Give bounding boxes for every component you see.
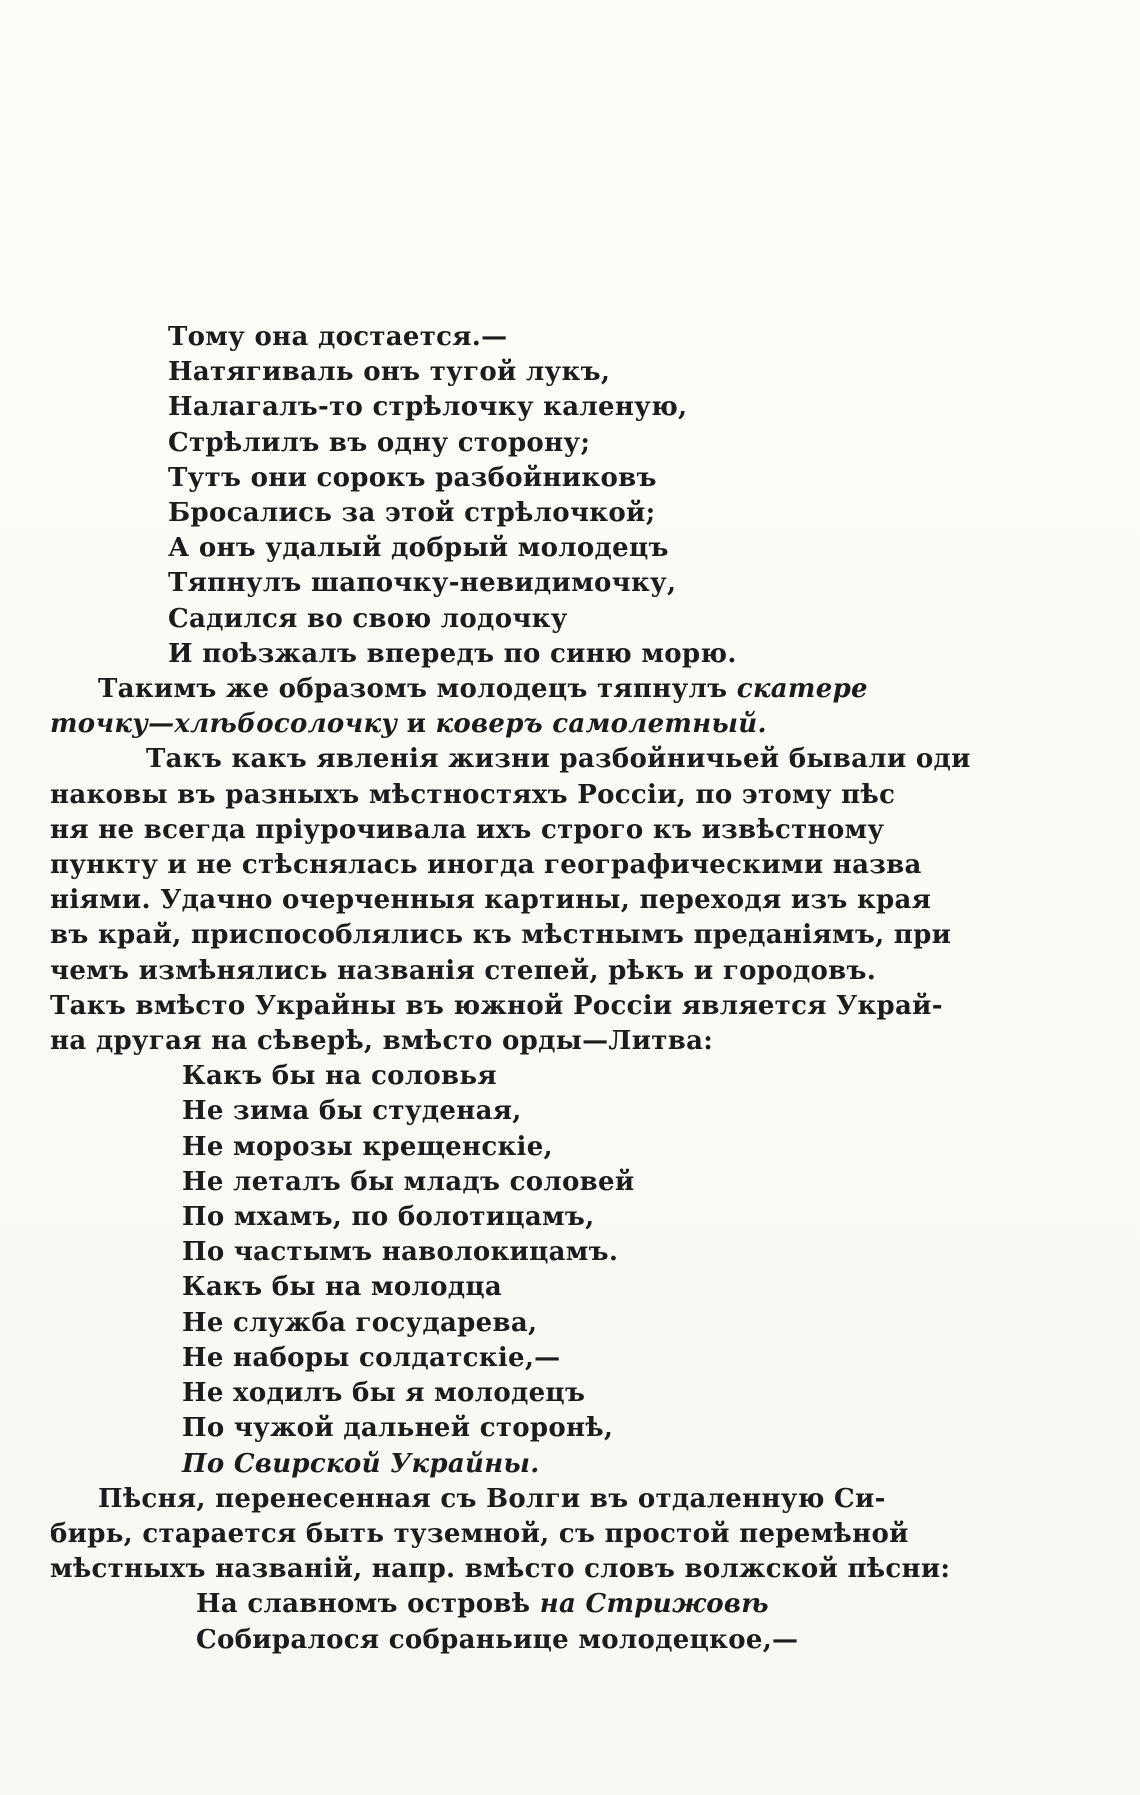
verse-line: Какъ бы на соловья bbox=[182, 1061, 497, 1092]
verse-line: Не леталъ бы младъ соловей bbox=[182, 1166, 635, 1197]
verse-block-3 bbox=[50, 1587, 840, 1657]
prose-line: ніями. Удачно очерченныя картины, переходя изъ края bbox=[50, 885, 932, 916]
verse-line: Тому она достается.— bbox=[168, 322, 508, 352]
verse-line: А онъ удалый добрый молодецъ bbox=[168, 533, 669, 564]
prose-line: Такъ вмѣсто Украйны въ южной Россіи является Украй- bbox=[50, 990, 943, 1021]
prose-text: и bbox=[397, 709, 436, 740]
verse-line: Тутъ они сорокъ разбойниковъ bbox=[168, 462, 657, 493]
italic-text: точку—хлѣбосолочку bbox=[50, 709, 398, 740]
prose-line bbox=[50, 707, 840, 742]
italic-text: на Стрижовѣ bbox=[539, 1589, 769, 1620]
verse-block-1 bbox=[50, 320, 840, 672]
prose-line: ня не всегда пріурочивала ихъ строго къ извѣстному bbox=[50, 814, 885, 845]
prose-line: Пѣсня, перенесенная съ Волги въ отдаленную Си- bbox=[98, 1483, 886, 1514]
verse-line: Налагалъ-то стрѣлочку каленую, bbox=[168, 392, 688, 423]
verse-line: Собиралося собраньице молодецкое,— bbox=[196, 1624, 799, 1655]
verse-line: По чужой дальней сторонѣ, bbox=[182, 1413, 614, 1444]
prose-line bbox=[50, 672, 868, 707]
verse-line: И поѣзжалъ впередъ по синю морю. bbox=[168, 638, 737, 669]
verse-line: По мхамъ, по болотицамъ, bbox=[182, 1202, 595, 1233]
verse-line-italic: По Свирской Украйны. bbox=[182, 1448, 540, 1479]
verse-line: Садился во свою лодочку bbox=[168, 603, 568, 634]
verse-line: Бросались за этой стрѣлочкой; bbox=[168, 498, 656, 529]
verse-line: Не зима бы студеная, bbox=[182, 1096, 522, 1127]
verse-line: Какъ бы на молодца bbox=[182, 1272, 503, 1303]
verse-line: Стрѣлилъ въ одну сторону; bbox=[168, 427, 591, 458]
prose-text: Такимъ же образомъ молодецъ тяпнулъ bbox=[98, 674, 737, 705]
prose-line: на другая на сѣверѣ, вмѣсто орды—Литва: bbox=[50, 1026, 714, 1057]
paragraph-2 bbox=[50, 742, 971, 1059]
verse-line: По частымъ наволокицамъ. bbox=[182, 1237, 619, 1268]
verse-line bbox=[196, 1587, 840, 1622]
prose-line: Такъ какъ явленія жизни разбойничьей бывали оди bbox=[146, 744, 971, 775]
italic-text: коверъ самолетный. bbox=[435, 709, 767, 740]
page-text bbox=[50, 320, 971, 1658]
prose-line: чемъ измѣнялись названія степей, рѣкъ и городовъ. bbox=[50, 955, 877, 986]
verse-line: Тяпнулъ шапочку-невидимочку, bbox=[168, 568, 677, 599]
paragraph-1-cont bbox=[50, 707, 840, 742]
verse-line: Не служба государева, bbox=[182, 1307, 538, 1338]
verse-block-2 bbox=[50, 1059, 840, 1481]
prose-line: въ край, приспособлялись къ мѣстнымъ преданіямъ, при bbox=[50, 920, 952, 951]
paragraph-1 bbox=[50, 672, 868, 707]
verse-line: Не морозы крещенскіе, bbox=[182, 1131, 553, 1162]
prose-line: мѣстныхъ названій, напр. вмѣсто словъ волжской пѣсни: bbox=[50, 1554, 951, 1585]
verse-line: Не ходилъ бы я молодецъ bbox=[182, 1378, 586, 1409]
prose-line: наковы въ разныхъ мѣстностяхъ Россіи, по этому пѣс bbox=[50, 779, 896, 810]
verse-line: Натягиваль онъ тугой лукъ, bbox=[168, 357, 611, 388]
verse-line: Не наборы солдатскіе,— bbox=[182, 1342, 561, 1373]
paragraph-3 bbox=[50, 1482, 951, 1588]
prose-line: бирь, старается быть туземной, съ простой перемѣной bbox=[50, 1518, 909, 1549]
italic-text: скатере bbox=[736, 674, 868, 705]
verse-text: На славномъ островѣ bbox=[196, 1589, 540, 1620]
prose-line: пункту и не стѣснялась иногда географическими назва bbox=[50, 850, 922, 881]
